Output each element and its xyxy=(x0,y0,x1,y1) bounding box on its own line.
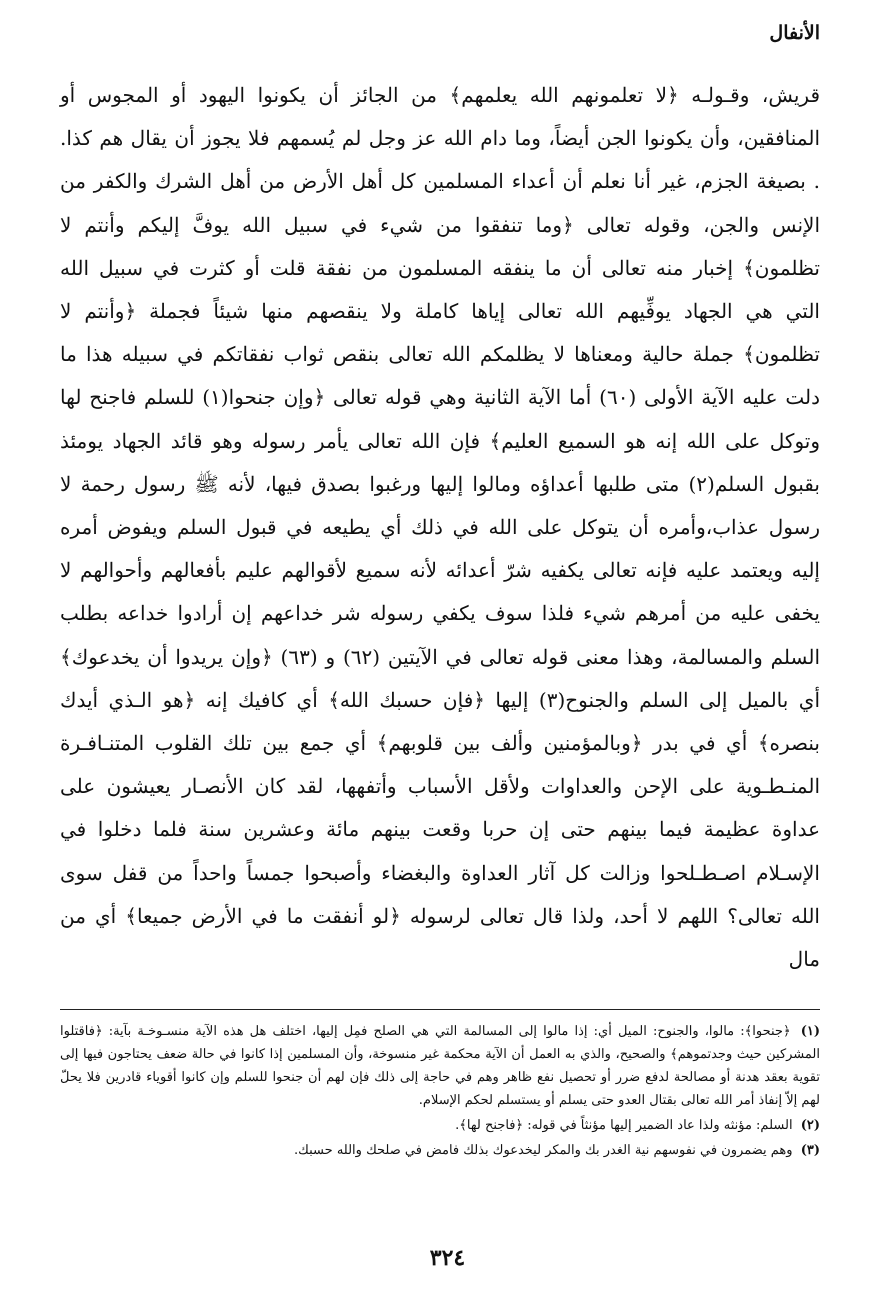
footnotes-section xyxy=(60,1020,820,1162)
page-number: ٣٢٤ xyxy=(429,1245,466,1271)
footnote-text: السلم: مؤنثه ولذا عاد الضمير إليها مؤنثاً في قوله: ﴿فاجنح لها﴾. xyxy=(455,1118,793,1134)
footnote-number: (٢) xyxy=(800,1118,820,1134)
footnote-text: وهم يضمرون في نفوسهم نية الغدر بك والمكر ليخدعوك بذلك فامض في صلحك والله حسبك. xyxy=(294,1143,793,1159)
footnote-3 xyxy=(60,1139,820,1162)
footnote-text: ﴿جنحوا﴾: مالوا، والجنوح: الميل أي: إذا مالوا إلى المسالمة التي هي الصلح فمِل إليها، اختلف هل هذه الآية منسـوخـة بآية: ﴿فاقتلوا المشركين حيث وجدتموهم﴾ والصحيح، والذي به العمل أن الآية محكمة غير منسوخة، وأن المسلمين إذا كانوا في حالة ضعف يحتاجون فيها إلى تقوية بعقد هدنة أو مصالحة لدفع ضرر أو تحصيل نفع ظاهر وهم في حاجة إلى ذلك فإن لهم أن جنحوا للسلم وإن كانوا أقوياء قادرين فلا يحلّ لهم إلاّ إنفاذ أمر الله تعالى بقتال العدو حتى يسلم أو يستسلم لحكم الإسلام. xyxy=(60,1024,821,1109)
footnote-number: (٣) xyxy=(800,1143,820,1159)
chapter-running-header: الأنفال xyxy=(769,22,820,44)
book-page xyxy=(60,18,820,1288)
footnote-separator-rule xyxy=(60,1009,820,1010)
footnote-1 xyxy=(60,1020,820,1112)
commentary-body-text: قريش، وقـولـه ﴿لا تعلمونهم الله يعلمهم﴾ من الجائز أن يكونوا اليهود أو المجوس أو المنافقين، وأن يكونوا الجن أيضاً، وما دام الله عز وجل لم يُسمهم فلا يجوز أن يقال هم كذا. . بصيغة الجزم، غير أنا نعلم أن أعداء المسلمين كل أهل الأرض من أهل الشرك والكفر من الإنس والجن، وقوله تعالى ﴿وما تنفقوا من شيء في سبيل الله يوفَّ إليكم وأنتم لا تظلمون﴾ إخبار منه تعالى أن ما ينفقه المسلمون من نفقة قلت أو كثرت في سبيل الله التي هي الجهاد يوفِّيهم الله تعالى إياها كاملة ولا ينقصهم منها شيئاً فجملة ﴿وأنتم لا تظلمون﴾ جملة حالية ومعناها لا يظلمكم الله تعالى بنقص ثواب نفقاتكم في سبيله هذا ما دلت عليه الآية الأولى (٦٠) أما الآية الثانية وهي قوله تعالى ﴿وإن جنحوا(١) للسلم فاجنح لها وتوكل على الله إنه هو السميع العليم﴾ فإن الله تعالى يأمر رسوله وهو قائد الجهاد يومئذ بقبول السلم(٢) متى طلبها أعداؤه ومالوا إليها ورغبوا بصدق فيها، لأنه ﷺ رسول رحمة لا رسول عذاب،وأمره أن يتوكل على الله في ذلك أي يطيعه في قبول السلم ويفوض أمره إليه ويعتمد عليه فإنه تعالى يكفيه شرّ أعدائه لأنه سميع لأقوالهم عليم بأفعالهم وأحوالهم لا يخفى عليه من أمرهم شيء فلذا سوف يكفي رسوله شر خداعهم إن أرادوا خداعه بطلب السلم والمسالمة، وهذا معنى قوله تعالى في الآيتين (٦٢) و (٦٣) ﴿وإن يريدوا أن يخدعوك﴾ أي بالميل إلى السلم والجنوح(٣) إليها ﴿فإن حسبك الله﴾ أي كافيك إنه ﴿هو الـذي أيدك بنصره﴾ أي في بدر ﴿وبالمؤمنين وألف بين قلوبهم﴾ أي جمع بين تلك القلوب المتنـافـرة المنـطـوية على الإحن والعداوات ولأقل الأسباب وأتفهها، لقد كان الأنصـار يعيشون على عداوة عظيمة فيما بينهم حتى إن حربا وقعت بينهم مائة وعشرين سنة فلما دخلوا في الإسـلام اصـطـلحوا وزالت كل آثار العداوة والبغضاء وأصبحوا جمساً واحداً من قفل سوى الله تعالى؟ اللهم لا أحد، ولذا قال تعالى لرسوله ﴿لو أنفقت ما في الأرض جميعا﴾ أي من مال xyxy=(60,83,821,972)
footnote-number: (١) xyxy=(800,1024,820,1040)
footnote-2 xyxy=(60,1114,820,1137)
